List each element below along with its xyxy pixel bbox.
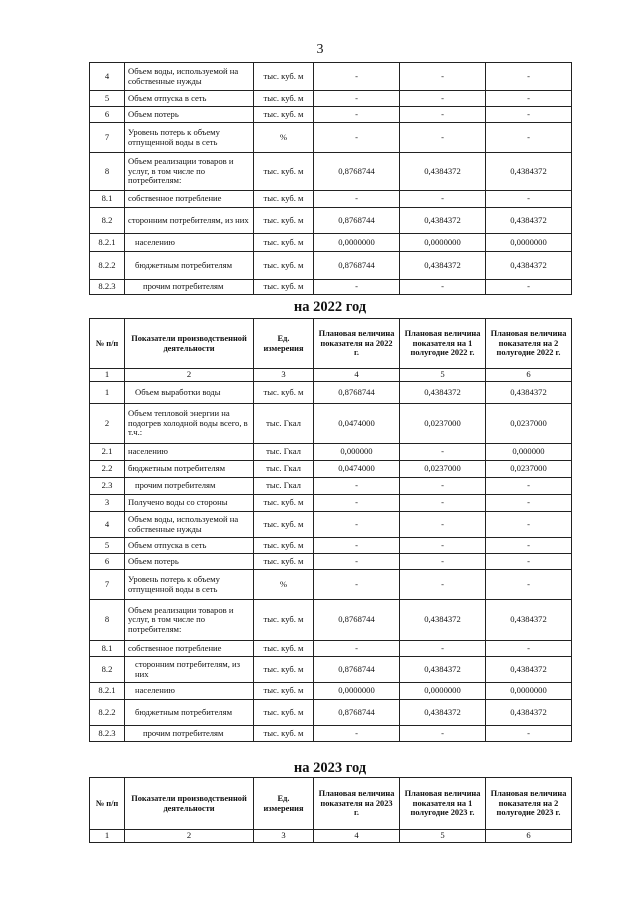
table-row (90, 570, 572, 600)
header-h1: Плановая величина показателя на 1 полугодие 2022 г. (400, 319, 486, 369)
row-name: бюджетным потребителям (125, 252, 254, 280)
column-number: 1 (90, 830, 125, 843)
row-value-h2: 0,4384372 (486, 600, 572, 641)
row-number: 8.1 (90, 641, 125, 657)
row-unit: тыс. куб. м (254, 63, 314, 91)
table-row (90, 208, 572, 234)
row-unit: тыс. куб. м (254, 538, 314, 554)
row-number: 8.2 (90, 208, 125, 234)
column-number: 5 (400, 369, 486, 382)
row-value-h1: 0,4384372 (400, 153, 486, 191)
row-value-year: - (314, 478, 400, 495)
header-h2: Плановая величина показателя на 2 полугодие 2023 г. (486, 778, 572, 830)
table-row (90, 191, 572, 208)
header-number: № п/п (90, 778, 125, 830)
row-name: Объем реализации товаров и услуг, в том числе по потребителям: (125, 153, 254, 191)
table-2022-body (90, 382, 572, 742)
table-row (90, 657, 572, 683)
table-row (90, 153, 572, 191)
row-value-year: - (314, 570, 400, 600)
row-number: 8.2 (90, 657, 125, 683)
row-number: 8.2.1 (90, 234, 125, 252)
row-name: Объем отпуска в сеть (125, 538, 254, 554)
row-value-year: - (314, 726, 400, 742)
row-name: сторонним потребителям, из них (125, 208, 254, 234)
row-value-h1: 0,4384372 (400, 208, 486, 234)
row-value-year: 0,0000000 (314, 234, 400, 252)
row-unit: тыс. куб. м (254, 208, 314, 234)
row-name: Объем потерь (125, 107, 254, 123)
table-row (90, 683, 572, 700)
row-name: Объем отпуска в сеть (125, 91, 254, 107)
table-row (90, 91, 572, 107)
column-number: 3 (254, 830, 314, 843)
section-heading-2023: на 2023 год (293, 760, 367, 776)
column-number: 3 (254, 369, 314, 382)
row-number: 8.2.3 (90, 726, 125, 742)
column-number: 4 (314, 369, 400, 382)
column-number: 5 (400, 830, 486, 843)
row-value-h2: 0,4384372 (486, 252, 572, 280)
row-unit: тыс. куб. м (254, 91, 314, 107)
row-unit: тыс. Гкал (254, 444, 314, 461)
row-value-h2: - (486, 512, 572, 538)
row-value-h1: 0,0000000 (400, 234, 486, 252)
row-value-h1: 0,4384372 (400, 382, 486, 404)
row-value-h1: 0,0237000 (400, 461, 486, 478)
row-value-h1: 0,4384372 (400, 600, 486, 641)
table-row (90, 461, 572, 478)
table-2023 (89, 777, 572, 843)
column-number: 4 (314, 830, 400, 843)
row-value-h1: - (400, 191, 486, 208)
header-year: Плановая величина показателя на 2022 г. (314, 319, 400, 369)
row-value-year: 0,8768744 (314, 382, 400, 404)
row-value-year: 0,8768744 (314, 700, 400, 726)
row-value-year: 0,000000 (314, 444, 400, 461)
row-value-h2: - (486, 63, 572, 91)
row-number: 2.3 (90, 478, 125, 495)
row-number: 5 (90, 538, 125, 554)
row-value-h2: 0,4384372 (486, 657, 572, 683)
row-name: собственное потребление (125, 641, 254, 657)
row-value-h2: 0,0237000 (486, 461, 572, 478)
row-value-h1: - (400, 444, 486, 461)
row-value-year: - (314, 63, 400, 91)
row-value-h2: - (486, 570, 572, 600)
row-name: прочим потребителям (125, 478, 254, 495)
row-value-h1: - (400, 91, 486, 107)
table-2022 (89, 318, 572, 742)
row-value-h2: - (486, 280, 572, 295)
table-row (90, 107, 572, 123)
row-name: прочим потребителям (125, 280, 254, 295)
table-row (90, 404, 572, 444)
row-value-h2: 0,4384372 (486, 153, 572, 191)
header-number: № п/п (90, 319, 125, 369)
row-number: 8 (90, 153, 125, 191)
row-unit: тыс. куб. м (254, 657, 314, 683)
row-value-h1: - (400, 726, 486, 742)
row-name: прочим потребителям (125, 726, 254, 742)
row-value-h1: - (400, 107, 486, 123)
row-value-year: 0,8768744 (314, 153, 400, 191)
header-unit: Ед. измерения (254, 778, 314, 830)
row-number: 3 (90, 495, 125, 512)
table-row (90, 123, 572, 153)
row-unit: тыс. куб. м (254, 153, 314, 191)
header-unit: Ед. измерения (254, 319, 314, 369)
table-row (90, 554, 572, 570)
row-value-h2: - (486, 554, 572, 570)
row-value-h2: - (486, 538, 572, 554)
row-value-h2: - (486, 641, 572, 657)
row-name: Уровень потерь к объему отпущенной воды в сеть (125, 570, 254, 600)
row-number: 8 (90, 600, 125, 641)
row-name: сторонним потребителям, из них (125, 657, 254, 683)
row-value-year: - (314, 191, 400, 208)
row-number: 7 (90, 123, 125, 153)
row-value-year: - (314, 91, 400, 107)
row-unit: тыс. куб. м (254, 512, 314, 538)
row-value-h2: - (486, 91, 572, 107)
row-value-year: - (314, 538, 400, 554)
table-continued-body (90, 63, 572, 295)
row-value-year: 0,8768744 (314, 657, 400, 683)
row-value-h1: - (400, 63, 486, 91)
row-value-h1: - (400, 123, 486, 153)
row-value-h2: 0,4384372 (486, 700, 572, 726)
row-number: 2 (90, 404, 125, 444)
row-number: 6 (90, 554, 125, 570)
row-number: 1 (90, 382, 125, 404)
row-value-h2: - (486, 726, 572, 742)
row-unit: тыс. куб. м (254, 641, 314, 657)
row-value-year: - (314, 280, 400, 295)
row-name: населению (125, 683, 254, 700)
row-unit: тыс. куб. м (254, 252, 314, 280)
row-value-year: - (314, 512, 400, 538)
row-value-year: 0,8768744 (314, 600, 400, 641)
row-unit: тыс. куб. м (254, 683, 314, 700)
row-unit: % (254, 123, 314, 153)
row-unit: тыс. куб. м (254, 382, 314, 404)
row-value-h1: - (400, 554, 486, 570)
row-value-year: 0,8768744 (314, 208, 400, 234)
row-number: 8.2.2 (90, 700, 125, 726)
row-number: 8.2.2 (90, 252, 125, 280)
row-unit: % (254, 570, 314, 600)
column-number: 2 (125, 369, 254, 382)
row-value-h2: 0,4384372 (486, 208, 572, 234)
row-value-h2: 0,4384372 (486, 382, 572, 404)
table-row (90, 726, 572, 742)
row-value-h2: 0,0237000 (486, 404, 572, 444)
row-number: 5 (90, 91, 125, 107)
row-value-h2: 0,0000000 (486, 683, 572, 700)
row-unit: тыс. Гкал (254, 404, 314, 444)
row-unit: тыс. куб. м (254, 234, 314, 252)
row-name: собственное потребление (125, 191, 254, 208)
row-value-h1: - (400, 512, 486, 538)
table-row (90, 495, 572, 512)
table-continued (89, 62, 572, 295)
row-unit: тыс. куб. м (254, 700, 314, 726)
row-value-h1: - (400, 641, 486, 657)
row-name: бюджетным потребителям (125, 461, 254, 478)
table-row (90, 512, 572, 538)
row-unit: тыс. куб. м (254, 554, 314, 570)
row-value-h2: - (486, 191, 572, 208)
table-row (90, 63, 572, 91)
row-value-h2: 0,0000000 (486, 234, 572, 252)
row-name: Уровень потерь к объему отпущенной воды в сеть (125, 123, 254, 153)
row-unit: тыс. куб. м (254, 191, 314, 208)
row-unit: тыс. Гкал (254, 461, 314, 478)
row-unit: тыс. куб. м (254, 107, 314, 123)
row-value-h1: - (400, 538, 486, 554)
row-name: населению (125, 444, 254, 461)
row-value-h2: - (486, 107, 572, 123)
row-name: Объем реализации товаров и услуг, в том числе по потребителям: (125, 600, 254, 641)
column-number: 6 (486, 369, 572, 382)
row-name: населению (125, 234, 254, 252)
row-name: Объем воды, используемой на собственные нужды (125, 63, 254, 91)
table-row (90, 444, 572, 461)
row-number: 4 (90, 63, 125, 91)
row-value-year: - (314, 554, 400, 570)
row-value-year: 0,0000000 (314, 683, 400, 700)
row-value-h1: - (400, 495, 486, 512)
row-value-h1: 0,0237000 (400, 404, 486, 444)
header-h1: Плановая величина показателя на 1 полугодие 2023 г. (400, 778, 486, 830)
header-h2: Плановая величина показателя на 2 полугодие 2022 г. (486, 319, 572, 369)
header-indicator: Показатели производственной деятельности (125, 778, 254, 830)
row-number: 8.2.3 (90, 280, 125, 295)
row-name: бюджетным потребителям (125, 700, 254, 726)
column-number: 2 (125, 830, 254, 843)
row-value-h1: 0,4384372 (400, 700, 486, 726)
row-value-h1: 0,4384372 (400, 252, 486, 280)
row-value-h1: - (400, 478, 486, 495)
row-name: Получено воды со стороны (125, 495, 254, 512)
table-row (90, 478, 572, 495)
header-indicator: Показатели производственной деятельности (125, 319, 254, 369)
row-number: 8.1 (90, 191, 125, 208)
row-value-h1: 0,0000000 (400, 683, 486, 700)
row-number: 7 (90, 570, 125, 600)
table-header-row (90, 778, 572, 830)
row-value-h1: - (400, 280, 486, 295)
table-row (90, 252, 572, 280)
row-name: Объем потерь (125, 554, 254, 570)
row-name: Объем выработки воды (125, 382, 254, 404)
row-name: Объем тепловой энергии на подогрев холодной воды всего, в т.ч.: (125, 404, 254, 444)
row-unit: тыс. Гкал (254, 478, 314, 495)
table-row (90, 600, 572, 641)
row-number: 2.1 (90, 444, 125, 461)
row-value-year: 0,0474000 (314, 461, 400, 478)
table-row (90, 700, 572, 726)
table-row (90, 538, 572, 554)
column-number: 6 (486, 830, 572, 843)
table-row (90, 280, 572, 295)
table-row (90, 234, 572, 252)
table-row (90, 382, 572, 404)
row-value-h1: 0,4384372 (400, 657, 486, 683)
header-year: Плановая величина показателя на 2023 г. (314, 778, 400, 830)
table-header-row (90, 319, 572, 369)
row-value-h2: - (486, 495, 572, 512)
row-value-year: 0,8768744 (314, 252, 400, 280)
row-value-h2: - (486, 478, 572, 495)
row-number: 6 (90, 107, 125, 123)
row-value-year: 0,0474000 (314, 404, 400, 444)
row-value-h2: - (486, 123, 572, 153)
row-value-year: - (314, 123, 400, 153)
row-value-h2: 0,000000 (486, 444, 572, 461)
column-number-row (90, 830, 572, 843)
row-value-year: - (314, 641, 400, 657)
row-value-year: - (314, 495, 400, 512)
row-number: 8.2.1 (90, 683, 125, 700)
column-number-row (90, 369, 572, 382)
table-row (90, 641, 572, 657)
row-number: 4 (90, 512, 125, 538)
section-heading-2022: на 2022 год (293, 299, 367, 315)
row-unit: тыс. куб. м (254, 600, 314, 641)
row-unit: тыс. куб. м (254, 280, 314, 295)
row-value-year: - (314, 107, 400, 123)
row-unit: тыс. куб. м (254, 495, 314, 512)
row-number: 2.2 (90, 461, 125, 478)
row-name: Объем воды, используемой на собственные нужды (125, 512, 254, 538)
page-number: 3 (316, 42, 324, 57)
row-unit: тыс. куб. м (254, 726, 314, 742)
column-number: 1 (90, 369, 125, 382)
row-value-h1: - (400, 570, 486, 600)
